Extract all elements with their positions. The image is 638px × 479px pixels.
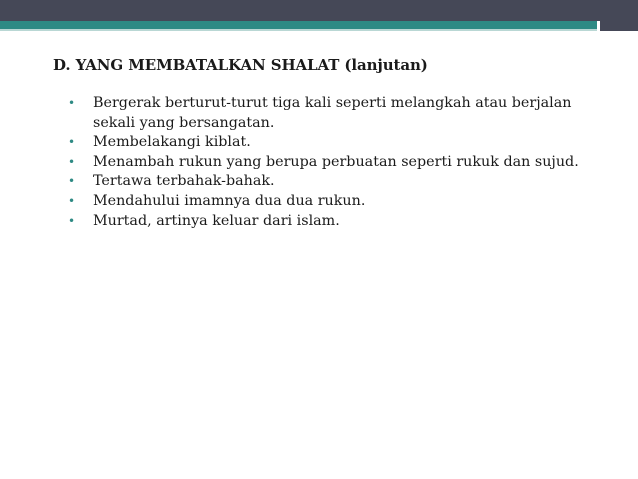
bullet-text: Membelakangi kiblat. [93,134,251,151]
header-accent-gap [597,21,600,31]
header-band [0,0,638,21]
bullet-dot-icon: • [68,213,76,228]
bullet-dot-icon: • [68,135,76,150]
bullet-text: Murtad, artinya keluar dari islam. [93,212,340,229]
bullet-item [68,192,588,212]
bullet-text: Mendahului imamnya dua dua rukun. [93,192,366,209]
bullet-dot-icon: • [68,96,76,110]
bullet-item [68,153,588,173]
slide-title: D. YANG MEMBATALKAN SHALAT (lanjutan) [53,56,428,74]
bullet-item [68,133,588,153]
header-accent-block [600,0,638,31]
bullet-dot-icon: • [68,174,76,189]
bullet-list [68,94,588,231]
bullet-item [68,172,588,192]
bullet-text: Menambah rukun yang berupa perbuatan seperti rukuk dan sujud. [93,153,579,170]
bullet-item [68,94,588,133]
bullet-item [68,212,588,232]
bullet-text: Bergerak berturut-turut tiga kali seperti melangkah atau berjalan sekali yang bersangatan. [93,95,572,131]
bullet-text: Tertawa terbahak-bahak. [93,173,275,190]
header-stripe [0,21,638,29]
bullet-dot-icon: • [68,193,76,208]
header-stripe-light [0,29,638,31]
bullet-dot-icon: • [68,154,76,169]
